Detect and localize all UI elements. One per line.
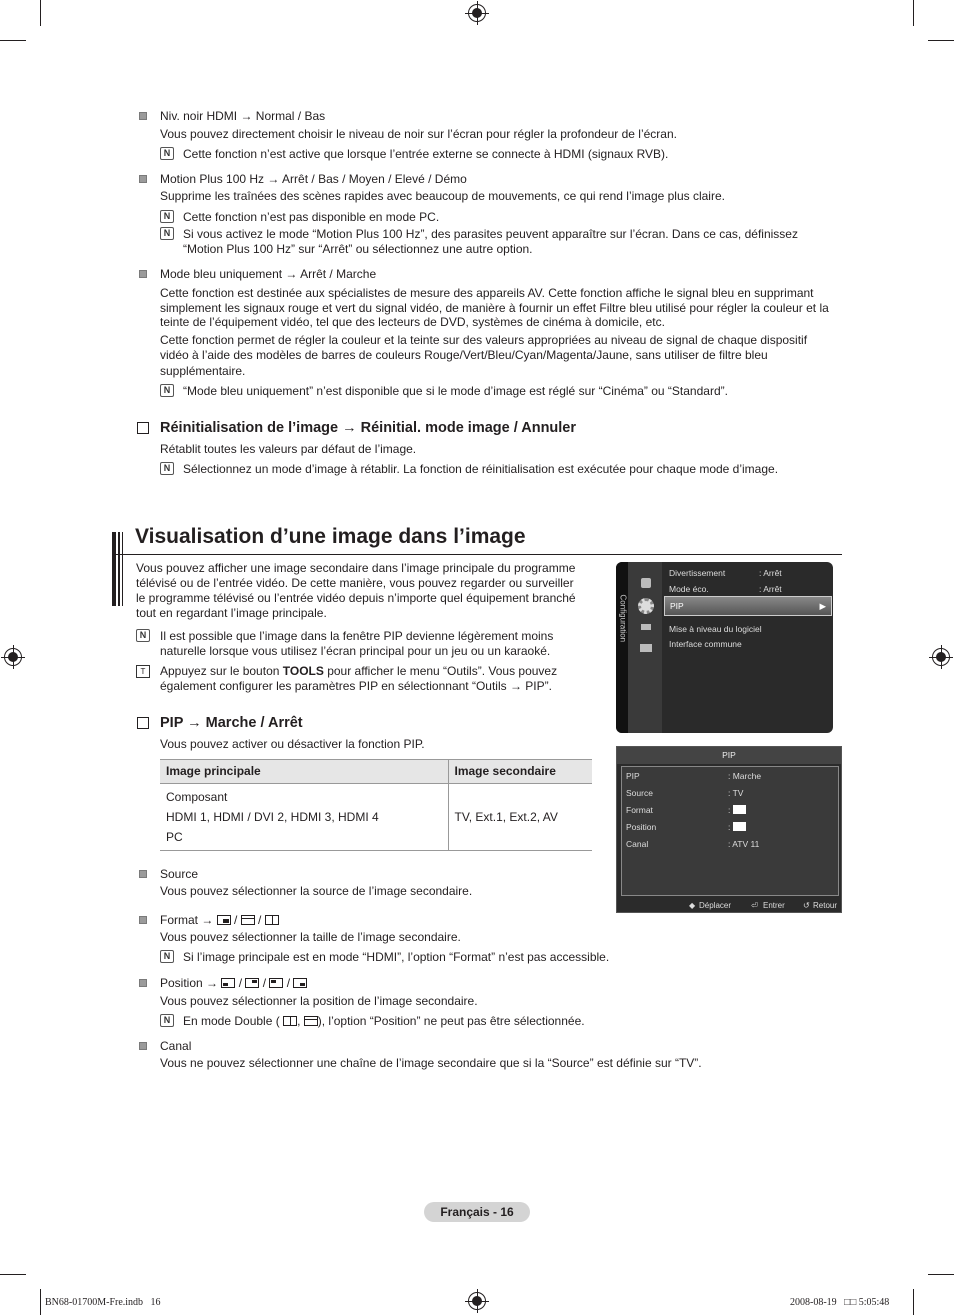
app-icon <box>640 644 652 652</box>
format-small-icon <box>733 805 746 814</box>
bullet-icon <box>139 270 147 278</box>
move-icon: ◆ <box>689 901 696 910</box>
osd-pip-row[interactable]: PIP : Marche <box>626 771 762 781</box>
niv-noir-desc: Vous pouvez directement choisir le niveau de noir sur l’écran pour régler la profondeur de l’écran. <box>160 127 677 141</box>
note-icon: N <box>160 384 174 397</box>
note-icon: N <box>160 1014 174 1027</box>
niv-noir-note: Cette fonction n’est active que lorsque l’entrée externe se connecte à HDMI (signaux RVB). <box>183 147 669 161</box>
osd-pip-row[interactable]: Source : TV <box>626 788 744 798</box>
mode-bleu-note: “Mode bleu uniquement” n’est disponible que si le mode d’image est réglé sur “Cinéma” ou “Standard”. <box>183 384 728 398</box>
mode-bleu-title: Mode bleu uniquement → Arrêt / Marche <box>160 267 377 281</box>
osd-pip-screen <box>616 746 842 913</box>
niv-noir-title: Niv. noir HDMI → Normal / Bas <box>160 109 326 123</box>
format-wide-icon <box>241 915 255 925</box>
osd-side-label: Configuration <box>618 594 628 643</box>
osd-pip-row[interactable]: Format : <box>626 803 836 818</box>
format-small-icon <box>217 915 231 925</box>
registration-mark-icon <box>468 1292 486 1310</box>
mode-bleu-p2: Cette fonction permet de régler la couleur et la teinte sur des valeurs appropriées au niveau de signal de chaque dispositif <box>160 333 808 347</box>
osd-menu-item[interactable]: Mise à niveau du logiciel <box>669 624 762 634</box>
osd-menu-item-selected[interactable]: PIP ▶ <box>664 596 832 616</box>
note-icon: N <box>136 629 150 642</box>
crop-mark <box>0 40 26 41</box>
osd-pip-row[interactable]: Position : <box>626 820 836 835</box>
tools-text: Appuyez sur le bouton TOOLS pour afficher le menu “Outils”. Vous pouvez <box>160 664 558 678</box>
osd-config-menu <box>616 562 833 733</box>
note-icon: N <box>160 462 174 475</box>
section-marker <box>112 532 116 606</box>
crop-mark <box>913 1289 914 1315</box>
bullet-icon <box>139 1042 147 1050</box>
page-number: Français - 16 <box>424 1202 530 1222</box>
crop-mark <box>40 1289 41 1315</box>
bullet-icon <box>139 112 147 120</box>
crop-mark <box>928 1274 954 1275</box>
position-desc: Vous pouvez sélectionner la position de l’image secondaire. <box>160 994 478 1008</box>
reinit-note: Sélectionnez un mode d’image à rétablir. La fonction de réinitialisation est exécutée pour chaque mode d’image. <box>183 462 779 476</box>
input-icon <box>641 624 651 630</box>
motion-plus-note2: Si vous activez le mode “Motion Plus 100 Hz”, des parasites peuvent apparaître sur l’écran. Dans ce cas, définissez <box>183 227 798 241</box>
section-marker <box>118 532 120 606</box>
pip-table <box>160 759 592 851</box>
crop-mark <box>913 0 914 26</box>
title-rule <box>112 554 842 555</box>
mode-bleu-p1: simplement les signaux rouge et vert du signal vidéo, de manière à fournir un effet Filtre bleu utilisé pour régler la couleur et la <box>160 301 829 315</box>
page-title: Visualisation d’une image dans l’image <box>135 525 526 548</box>
canal-title: Canal <box>160 1039 192 1053</box>
gear-icon <box>638 598 654 614</box>
visualisation-para: télévisé ou de l’entrée vidéo. De cette manière, vous pouvez regarder ou surveiller <box>136 576 574 590</box>
position-bottom-left-icon <box>221 978 235 988</box>
visualisation-para: tout en regardant l’image principale. <box>136 606 327 620</box>
bullet-icon <box>139 175 147 183</box>
motion-plus-desc: Supprime les traînées des scènes rapides avec beaucoup de mouvements, ce qui rend l’image plus claire. <box>160 189 725 203</box>
canal-desc: Vous ne pouvez sélectionner une chaîne de l’image secondaire que si la “Source” est définie sur “TV”. <box>160 1056 702 1070</box>
checkbox-icon <box>137 717 149 729</box>
return-icon: ↺ <box>803 901 810 910</box>
position-bottom-right-icon <box>293 978 307 988</box>
position-top-left-icon <box>269 978 283 988</box>
position-icon <box>733 822 746 831</box>
format-wide-icon <box>304 1016 318 1026</box>
visualisation-para: Vous pouvez afficher une image secondaire dans l’image principale du programme <box>136 561 576 575</box>
registration-mark-icon <box>932 648 950 666</box>
table-cell: TV, Ext.1, Ext.2, AV <box>448 784 592 851</box>
crop-mark <box>0 1274 26 1275</box>
note-icon: N <box>160 210 174 223</box>
osd-pip-footer: ◆ Déplacer ⏎ Entrer ↺ Retour <box>617 898 841 912</box>
pip-title: PIP → Marche / Arrêt <box>160 715 303 731</box>
table-cell: Composant HDMI 1, HDMI / DVI 2, HDMI 3, HDMI 4 PC <box>160 784 448 851</box>
enter-icon: ⏎ <box>751 901 758 910</box>
registration-mark-icon <box>468 4 486 22</box>
tools-text: également configurer les paramètres PIP en sélectionnant “Outils → PIP”. <box>160 679 552 693</box>
source-desc: Vous pouvez sélectionner la source de l’image secondaire. <box>160 884 473 898</box>
format-double-icon <box>265 915 279 925</box>
osd-menu-item[interactable]: Divertissement : Arrêt <box>669 568 782 578</box>
picture-icon <box>641 578 651 588</box>
format-double-icon <box>283 1016 297 1026</box>
footer-file: BN68-01700M-Fre.indb 16 <box>45 1297 161 1308</box>
crop-mark <box>928 40 954 41</box>
table-header: Image principale <box>160 760 448 784</box>
mode-bleu-p1: Cette fonction est destinée aux spécialistes de mesure des appareils AV. Cette fonction affiche le signal bleu en supprimant <box>160 286 814 300</box>
source-title: Source <box>160 867 199 881</box>
position-note: En mode Double ( , ), l’option “Position” ne peut pas être sélectionnée. <box>183 1014 585 1028</box>
format-title: Format → / / <box>160 913 279 928</box>
motion-plus-note2: “Motion Plus 100 Hz” sur “Arrêt” ou sélectionnez une autre option. <box>183 242 533 256</box>
reinit-title: Réinitialisation de l’image → Réinitial. mode image / Annuler <box>160 420 577 436</box>
registration-mark-icon <box>4 648 22 666</box>
checkbox-icon <box>137 422 149 434</box>
osd-menu-item[interactable]: Mode éco. : Arrêt <box>669 584 782 594</box>
mode-bleu-p2: vidéo à l’aide des modèles de barres de couleurs Rouge/Vert/Bleu/Cyan/Magenta/Jaune, sans utiliser de filtre bleu <box>160 348 768 362</box>
motion-plus-note1: Cette fonction n’est pas disponible en mode PC. <box>183 210 440 224</box>
mode-bleu-p2: supplémentaire. <box>160 364 246 378</box>
format-note: Si l’image principale est en mode “HDMI”, l’option “Format” n’est pas accessible. <box>183 950 610 964</box>
note-icon: N <box>160 147 174 160</box>
footer-date: 2008-08-19 □□ 5:05:48 <box>790 1297 890 1308</box>
note-icon: N <box>160 227 174 240</box>
mode-bleu-p1: teinte de l’équipement vidéo, tel que des lecteurs de DVD, systèmes de cinéma à domicile, etc. <box>160 315 665 329</box>
bullet-icon <box>139 979 147 987</box>
bullet-icon <box>139 870 147 878</box>
bullet-icon <box>139 916 147 924</box>
table-header: Image secondaire <box>448 760 592 784</box>
visualisation-note: naturelle lorsque vous utilisez l’écran principal pour un jeu ou un karaoké. <box>160 644 551 658</box>
crop-mark <box>40 0 41 26</box>
section-marker <box>122 532 123 606</box>
reinit-desc: Rétablit toutes les valeurs par défaut de l’image. <box>160 442 417 456</box>
format-desc: Vous pouvez sélectionner la taille de l’image secondaire. <box>160 930 461 944</box>
visualisation-para: le programme télévisé ou l’entrée vidéo depuis n’importe quel équipement branché <box>136 591 576 605</box>
pip-desc: Vous pouvez activer ou désactiver la fonction PIP. <box>160 737 425 751</box>
note-icon: N <box>160 950 174 963</box>
motion-plus-title: Motion Plus 100 Hz → Arrêt / Bas / Moyen / Elevé / Démo <box>160 172 467 186</box>
position-title: Position → / / / <box>160 976 307 991</box>
osd-pip-row[interactable]: Canal : ATV 11 <box>626 839 760 849</box>
osd-menu-item[interactable]: Interface commune <box>669 639 742 649</box>
visualisation-note: Il est possible que l’image dans la fenêtre PIP devienne légèrement moins <box>160 629 554 643</box>
osd-pip-header: PIP <box>617 747 841 764</box>
tools-icon: T <box>136 665 150 678</box>
position-top-right-icon <box>245 978 259 988</box>
